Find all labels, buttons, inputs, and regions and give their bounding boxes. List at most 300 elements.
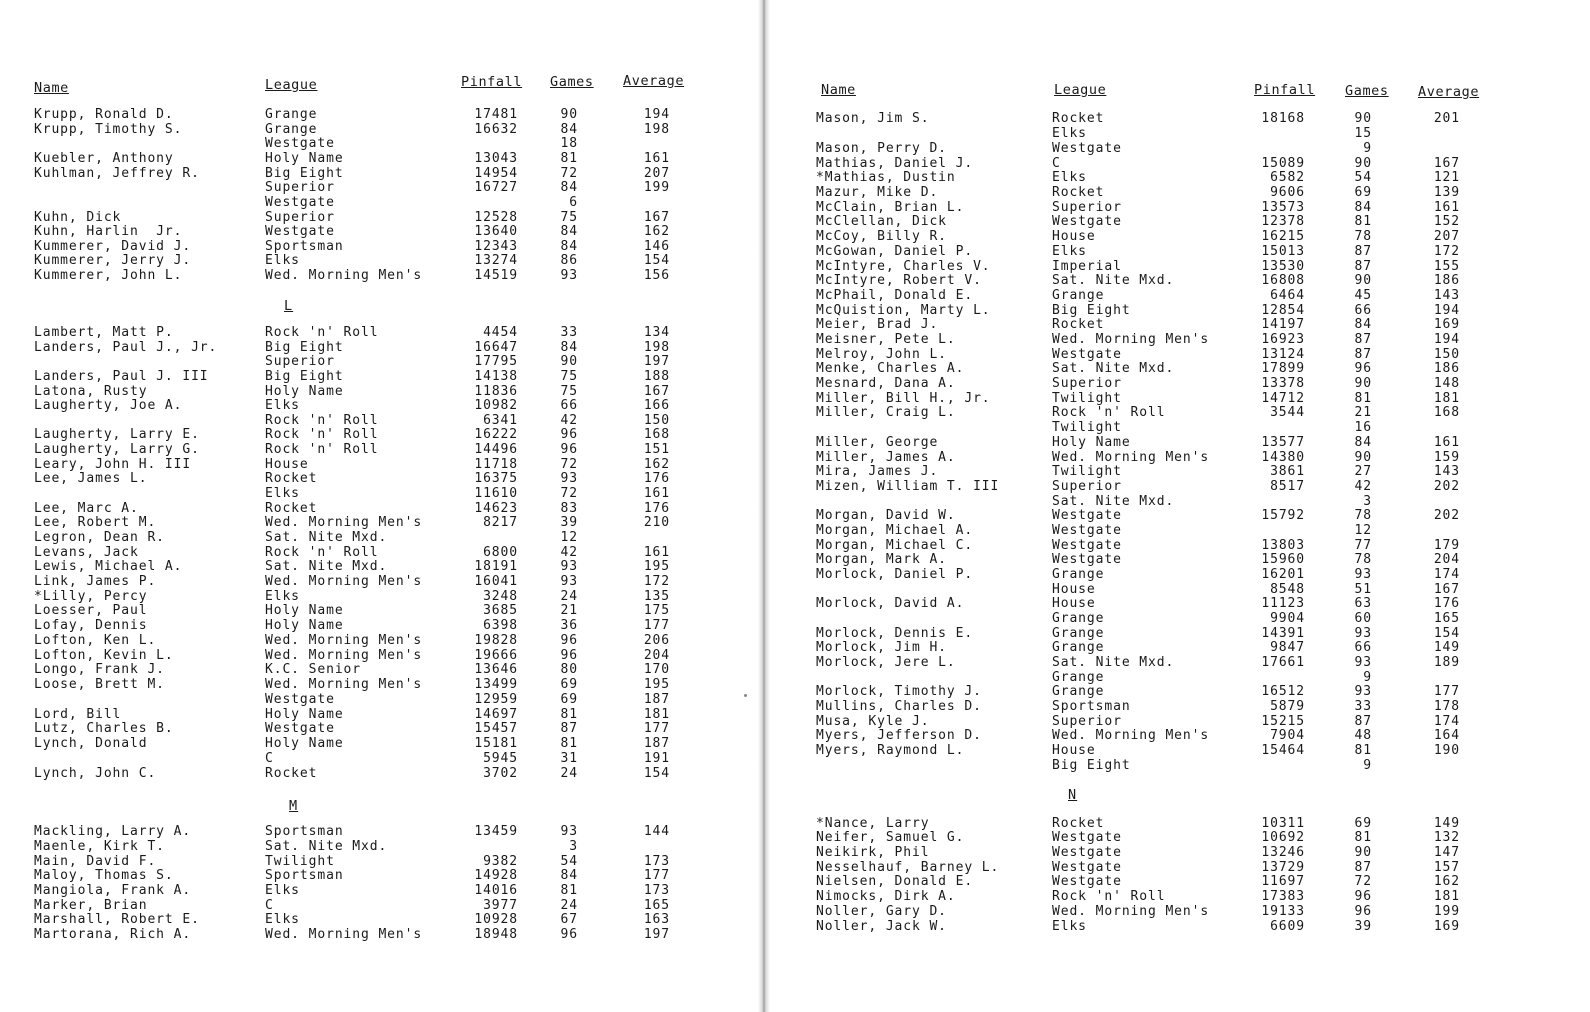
table-row [772,495,1590,509]
league-name: Wed. Morning Men's [1052,728,1210,743]
games-value: 81 [1354,830,1372,845]
bowler-name: Leary, John H. III [34,457,192,472]
table-row [772,318,1590,332]
pinfall-value: 17899 [1261,361,1305,376]
pinfall-value: 16041 [474,574,518,589]
average-value: 204 [1433,552,1460,567]
table-row [0,649,758,663]
pinfall-value: 11610 [474,486,518,501]
average-value: 163 [643,912,670,927]
games-value: 21 [1354,405,1372,420]
bowler-name: Maloy, Thomas S. [34,868,174,883]
table-row [0,443,758,457]
table-row [772,362,1590,376]
average-value: 168 [643,427,670,442]
header-games: Games [550,74,594,90]
average-value: 151 [643,442,670,457]
header-league: League [265,77,318,93]
bowler-name: Neikirk, Phil [816,845,930,860]
average-value: 144 [643,824,670,839]
bowler-name: Meier, Brad J. [816,317,939,332]
bowler-name: McGowan, Daniel P. [816,244,974,259]
pinfall-value: 8548 [1270,582,1305,597]
league-name: Big Eight [1052,758,1131,773]
table-row [0,428,758,442]
average-value: 197 [643,927,670,942]
table-row [0,399,758,413]
games-value: 72 [1354,874,1372,889]
pinfall-value: 16808 [1261,273,1305,288]
bowler-name: Noller, Jack W. [816,919,947,934]
average-value: 161 [643,486,670,501]
average-value: 134 [643,325,670,340]
league-name: Rocket [265,766,318,781]
table-row [772,465,1590,479]
bowler-name: Landers, Paul J. III [34,369,209,384]
league-name: Grange [1052,611,1105,626]
league-name: Rocket [265,501,318,516]
average-value: 176 [643,501,670,516]
pinfall-value: 16201 [1261,567,1305,582]
league-name: Sat. Nite Mxd. [265,530,388,545]
pinfall-value: 16222 [474,427,518,442]
table-row [0,913,758,927]
league-name: Wed. Morning Men's [265,633,423,648]
pinfall-value: 19133 [1261,904,1305,919]
games-value: 72 [560,166,578,181]
pinfall-value: 9382 [483,854,518,869]
pinfall-value: 6800 [483,545,518,560]
bowler-name: Musa, Kyle J. [816,714,930,729]
table-row [0,869,758,883]
games-value: 18 [560,136,578,151]
average-value: 174 [1433,714,1460,729]
bowler-name: Legron, Dean R. [34,530,165,545]
games-value: 75 [560,210,578,225]
pinfall-value: 3861 [1270,464,1305,479]
average-value: 197 [643,354,670,369]
table-row [0,560,758,574]
table-row [772,715,1590,729]
league-name: House [265,457,309,472]
pinfall-value: 12378 [1261,214,1305,229]
league-name: Twilight [265,854,335,869]
bowler-name: Miller, Craig L. [816,405,956,420]
table-row [0,211,758,225]
pinfall-value: 13499 [474,677,518,692]
table-row [0,604,758,618]
pinfall-value: 14697 [474,707,518,722]
bowler-name: McCoy, Billy R. [816,229,947,244]
games-value: 67 [560,912,578,927]
table-row [772,436,1590,450]
pinfall-value: 9847 [1270,640,1305,655]
pinfall-value: 14519 [474,268,518,283]
book-spine [758,0,770,1012]
pinfall-value: 12959 [474,692,518,707]
table-row [772,392,1590,406]
league-name: Sportsman [265,824,344,839]
bowler-name: McQuistion, Marty L. [816,303,991,318]
table-row [772,671,1590,685]
table-row [0,590,758,604]
league-name: Rock 'n' Roll [265,427,379,442]
league-name: Westgate [1052,830,1122,845]
header-pinfall: Pinfall [1254,82,1316,98]
games-value: 93 [560,574,578,589]
league-name: Holy Name [265,384,344,399]
league-name: Elks [265,883,300,898]
pinfall-value: 11836 [474,384,518,399]
league-name: Sportsman [1052,699,1131,714]
pinfall-value: 13640 [474,224,518,239]
table-row [0,678,758,692]
bowler-name: Lambert, Matt P. [34,325,174,340]
bowler-name: Morlock, Timothy J. [816,684,982,699]
bowler-name: Landers, Paul J., Jr. [34,340,218,355]
average-value: 177 [643,618,670,633]
league-name: Superior [1052,479,1122,494]
league-name: Twilight [1052,420,1122,435]
average-value: 173 [643,854,670,869]
header-average: Average [1418,84,1480,100]
bowler-name: Miller, George [816,435,939,450]
average-value: 147 [1433,845,1460,860]
table-row [0,355,758,369]
average-value: 188 [643,369,670,384]
league-name: Rocket [1052,111,1105,126]
table-row [772,215,1590,229]
pinfall-value: 13729 [1261,860,1305,875]
average-value: 172 [1433,244,1460,259]
bowler-name: Meisner, Pete L. [816,332,956,347]
table-row [772,289,1590,303]
bowler-name: Lee, James L. [34,471,148,486]
pinfall-value: 11718 [474,457,518,472]
league-name: Grange [265,122,318,137]
league-name: Westgate [1052,214,1122,229]
bowler-name: Lofton, Ken L. [34,633,157,648]
pinfall-value: 16923 [1261,332,1305,347]
league-name: Rocket [1052,816,1105,831]
games-value: 24 [560,898,578,913]
average-value: 165 [1433,611,1460,626]
games-value: 96 [1354,889,1372,904]
pinfall-value: 16632 [474,122,518,137]
average-value: 167 [1433,582,1460,597]
games-value: 84 [560,122,578,137]
bowler-name: Melroy, John L. [816,347,947,362]
average-value: 199 [643,180,670,195]
pinfall-value: 5945 [483,751,518,766]
average-value: 132 [1433,830,1460,845]
bowler-name: Mackling, Larry A. [34,824,192,839]
games-value: 90 [1354,450,1372,465]
average-value: 204 [643,648,670,663]
section-letter-n: N [1068,787,1078,803]
league-name: Big Eight [265,340,344,355]
pinfall-value: 14496 [474,442,518,457]
header-average: Average [623,73,685,89]
pinfall-value: 14391 [1261,626,1305,641]
league-name: Westgate [1052,860,1122,875]
league-name: Sat. Nite Mxd. [1052,494,1175,509]
league-name: Westgate [1052,523,1122,538]
league-name: Westgate [265,136,335,151]
table-row [0,663,758,677]
table-row [0,240,758,254]
table-row [772,304,1590,318]
pinfall-value: 19666 [474,648,518,663]
table-row [772,685,1590,699]
pinfall-value: 5879 [1270,699,1305,714]
bowler-name: Nielsen, Donald E. [816,874,974,889]
bowler-name: Lee, Robert M. [34,515,157,530]
average-value: 177 [643,868,670,883]
games-value: 66 [1354,640,1372,655]
bowler-name: McPhail, Donald E. [816,288,974,303]
games-value: 81 [1354,391,1372,406]
games-value: 81 [1354,214,1372,229]
average-value: 181 [1433,889,1460,904]
bowler-name: Lynch, Donald [34,736,148,751]
pinfall-value: 16375 [474,471,518,486]
bowler-name: McClain, Brian L. [816,200,965,215]
pinfall-value: 15181 [474,736,518,751]
games-value: 90 [1354,156,1372,171]
pinfall-value: 14928 [474,868,518,883]
games-value: 87 [1354,347,1372,362]
table-row [0,840,758,854]
table-row [772,201,1590,215]
bowler-name: Kuhlman, Jeffrey R. [34,166,200,181]
table-row [772,729,1590,743]
table-row [772,406,1590,420]
league-name: Rock 'n' Roll [265,413,379,428]
table-row [0,108,758,122]
games-value: 90 [1354,111,1372,126]
pinfall-value: 14016 [474,883,518,898]
games-value: 69 [560,692,578,707]
pinfall-value: 4454 [483,325,518,340]
bowler-name: Main, David F. [34,854,157,869]
bowler-name: Lee, Marc A. [34,501,139,516]
table-row [772,451,1590,465]
bowler-name: Morgan, Michael A. [816,523,974,538]
bowler-name: Kuebler, Anthony [34,151,174,166]
average-value: 189 [1433,655,1460,670]
league-name: Elks [1052,919,1087,934]
games-value: 93 [1354,567,1372,582]
games-value: 42 [1354,479,1372,494]
average-value: 154 [643,766,670,781]
average-value: 146 [643,239,670,254]
bowler-name: Morgan, Mark A. [816,552,947,567]
games-value: 87 [1354,244,1372,259]
bowler-name: Krupp, Timothy S. [34,122,183,137]
games-value: 3 [569,839,578,854]
pinfall-value: 16215 [1261,229,1305,244]
league-name: Elks [265,398,300,413]
average-value: 159 [1433,450,1460,465]
table-row [0,196,758,210]
games-value: 15 [1354,126,1372,141]
bowler-name: Laugherty, Joe A. [34,398,183,413]
games-value: 9 [1363,758,1372,773]
table-row [772,861,1590,875]
games-value: 24 [560,766,578,781]
table-row [0,575,758,589]
average-value: 161 [1433,200,1460,215]
bowler-name: Marshall, Robert E. [34,912,200,927]
games-value: 69 [1354,185,1372,200]
games-value: 87 [560,721,578,736]
league-name: Elks [265,589,300,604]
average-value: 195 [643,559,670,574]
pinfall-value: 15013 [1261,244,1305,259]
bowler-name: Levans, Jack [34,545,139,560]
bowler-name: Neifer, Samuel G. [816,830,965,845]
league-name: House [1052,596,1096,611]
table-row [0,619,758,633]
league-name: Sat. Nite Mxd. [1052,361,1175,376]
games-value: 90 [1354,273,1372,288]
bowler-name: Link, James P. [34,574,157,589]
league-name: Holy Name [1052,435,1131,450]
table-row [772,245,1590,259]
league-name: Rock 'n' Roll [1052,405,1166,420]
average-value: 170 [643,662,670,677]
table-row [772,230,1590,244]
games-value: 81 [560,883,578,898]
games-value: 84 [560,340,578,355]
bowler-name: Morgan, David W. [816,508,956,523]
league-name: Holy Name [265,736,344,751]
pinfall-value: 6582 [1270,170,1305,185]
pinfall-value: 13246 [1261,845,1305,860]
pinfall-value: 17795 [474,354,518,369]
table-row [772,186,1590,200]
table-row [0,737,758,751]
games-value: 9 [1363,141,1372,156]
average-value: 174 [1433,567,1460,582]
games-value: 90 [560,107,578,122]
average-value: 186 [1433,273,1460,288]
games-value: 96 [560,633,578,648]
average-value: 210 [643,515,670,530]
bowler-name: McIntyre, Charles V. [816,259,991,274]
table-row [772,274,1590,288]
league-name: Elks [265,253,300,268]
table-row [0,254,758,268]
average-value: 186 [1433,361,1460,376]
table-row [0,884,758,898]
games-value: 60 [1354,611,1372,626]
table-row [0,152,758,166]
pinfall-value: 9606 [1270,185,1305,200]
bowler-name: McIntyre, Robert V. [816,273,982,288]
table-row [0,137,758,151]
league-name: Wed. Morning Men's [265,268,423,283]
table-row [0,634,758,648]
pinfall-value: 14954 [474,166,518,181]
table-row [772,656,1590,670]
games-value: 93 [560,559,578,574]
average-value: 143 [1433,288,1460,303]
pinfall-value: 14712 [1261,391,1305,406]
table-row [0,825,758,839]
pinfall-value: 13577 [1261,435,1305,450]
average-value: 161 [643,151,670,166]
average-value: 202 [1433,508,1460,523]
games-value: 83 [560,501,578,516]
bowler-name: Miller, Bill H., Jr. [816,391,991,406]
pinfall-value: 13803 [1261,538,1305,553]
average-value: 187 [643,692,670,707]
games-value: 96 [1354,361,1372,376]
average-value: 175 [643,603,670,618]
table-row [772,627,1590,641]
games-value: 75 [560,369,578,384]
games-value: 93 [1354,626,1372,641]
league-name: Wed. Morning Men's [265,927,423,942]
league-name: Wed. Morning Men's [265,648,423,663]
league-name: Sportsman [265,868,344,883]
games-value: 96 [560,927,578,942]
average-value: 207 [1433,229,1460,244]
bowler-name: Myers, Raymond L. [816,743,965,758]
games-value: 69 [1354,816,1372,831]
league-name: Elks [265,912,300,927]
games-value: 51 [1354,582,1372,597]
games-value: 77 [1354,538,1372,553]
games-value: 81 [560,707,578,722]
pinfall-value: 3977 [483,898,518,913]
games-value: 27 [1354,464,1372,479]
average-value: 154 [643,253,670,268]
league-name: Westgate [265,224,335,239]
games-value: 42 [560,545,578,560]
league-name: Big Eight [265,369,344,384]
table-row [772,348,1590,362]
table-row [772,568,1590,582]
table-row [772,612,1590,626]
average-value: 178 [1433,699,1460,714]
pinfall-value: 16647 [474,340,518,355]
league-name: Twilight [1052,391,1122,406]
games-value: 78 [1354,508,1372,523]
pinfall-value: 12854 [1261,303,1305,318]
games-value: 12 [560,530,578,545]
games-value: 69 [560,677,578,692]
pinfall-value: 8217 [483,515,518,530]
average-value: 194 [643,107,670,122]
games-value: 93 [560,824,578,839]
bowler-name: Latona, Rusty [34,384,148,399]
average-value: 139 [1433,185,1460,200]
bowler-name: Morlock, David A. [816,596,965,611]
table-row [772,260,1590,274]
average-value: 167 [643,384,670,399]
league-name: Westgate [265,692,335,707]
average-value: 176 [1433,596,1460,611]
league-name: Elks [1052,170,1087,185]
average-value: 181 [643,707,670,722]
table-row [0,502,758,516]
average-value: 150 [1433,347,1460,362]
pinfall-value: 17661 [1261,655,1305,670]
bowler-name: Mullins, Charles D. [816,699,982,714]
